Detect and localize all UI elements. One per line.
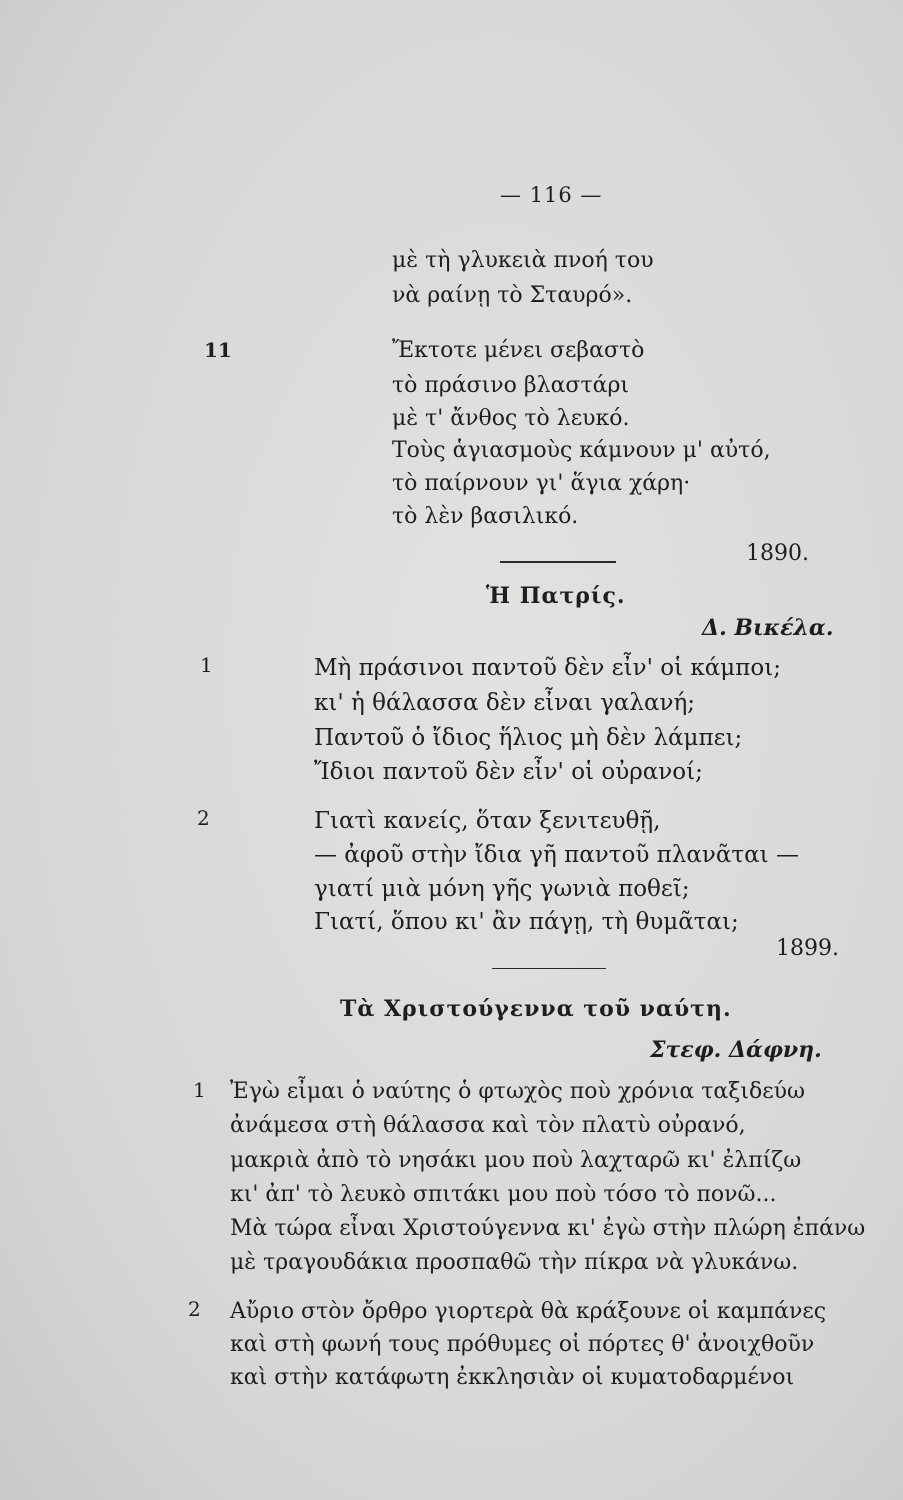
poem-line: τὸ λὲν βασιλικό. <box>392 504 579 529</box>
poem-line: μὲ τραγουδάκια προσπαθῶ τὴν πίκρα νὰ γλυκάνω. <box>230 1250 799 1275</box>
poem-line: μακριὰ ἀπὸ τὸ νησάκι μου ποὺ λαχταρῶ κι' ἐλπίζω <box>230 1148 802 1173</box>
section-divider <box>492 968 606 969</box>
poem-line: καὶ στὴν κατάφωτη ἐκκλησιὰν οἱ κυματοδαρμένοι <box>230 1365 795 1390</box>
poem-line: Μὴ πράσινοι παντοῦ δὲν εἶν' οἱ κάμποι; <box>314 655 781 681</box>
poem-author: Δ. Βικέλα. <box>702 615 834 641</box>
poem-line: γιατί μιὰ μόνη γῆς γωνιὰ ποθεῖ; <box>314 876 690 902</box>
poem-author: Στεφ. Δάφνη. <box>650 1037 822 1063</box>
poem-line: Ἔκτοτε μένει σεβαστὸ <box>392 338 645 363</box>
poem-title: Τὰ Χριστούγεννα τοῦ ναύτη. <box>340 996 732 1022</box>
poem-line: Γιατὶ κανείς, ὅταν ξενιτευθῇ, <box>314 808 661 834</box>
poem-line: Ἐγὼ εἶμαι ὁ ναύτης ὁ φτωχὸς ποὺ χρόνια ταξιδεύω <box>230 1079 805 1104</box>
poem-line: Ἴδιοι παντοῦ δὲν εἶν' οἱ οὐρανοί; <box>314 759 703 785</box>
poem-line: τὸ παίρνουν γι' ἅγια χάρη· <box>392 471 691 496</box>
poem-year: 1899. <box>776 936 839 961</box>
poem-line: κι' ἡ θάλασσα δὲν εἶναι γαλανή; <box>314 690 696 716</box>
stanza-number: 1 <box>193 1078 206 1102</box>
poem-title: Ἡ Πατρίς. <box>486 583 626 609</box>
poem-year: 1890. <box>746 541 809 566</box>
poem-line: — ἀφοῦ στὴν ἴδια γῆ παντοῦ πλανᾶται — <box>314 842 799 868</box>
stanza-number: 2 <box>197 806 210 830</box>
poem-line: μὲ τὴ γλυκειὰ πνοή του <box>392 248 654 273</box>
stanza-number: 1 <box>200 653 213 677</box>
stanza-number: 2 <box>188 1297 201 1321</box>
section-divider <box>500 561 616 563</box>
stanza-number: 11 <box>204 338 232 362</box>
poem-line: Μὰ τώρα εἶναι Χριστούγεννα κι' ἐγὼ στὴν πλώρη ἐπάνω <box>230 1216 866 1241</box>
page-number: — 116 — <box>500 183 603 207</box>
poem-line: Τοὺς ἁγιασμοὺς κάμνουν μ' αὐτό, <box>392 438 771 463</box>
poem-line: Παντοῦ ὁ ἴδιος ἥλιος μὴ δὲν λάμπει; <box>314 725 743 751</box>
poem-line: Αὔριο στὸν ὄρθρο γιορτερὰ θὰ κράξουνε οἱ καμπάνες <box>230 1299 827 1324</box>
poem-line: μὲ τ' ἄνθος τὸ λευκό. <box>392 406 630 431</box>
poem-line: καὶ στὴ φωνή τους πρόθυμες οἱ πόρτες θ' ἀνοιχθοῦν <box>230 1332 815 1357</box>
poem-line: τὸ πράσινο βλαστάρι <box>392 373 630 398</box>
poem-line: Γιατί, ὅπου κι' ἂν πάγῃ, τὴ θυμᾶται; <box>314 909 739 935</box>
poem-line: νὰ ραίνῃ τὸ Σταυρό». <box>392 283 633 308</box>
poem-line: ἀνάμεσα στὴ θάλασσα καὶ τὸν πλατὺ οὐρανό, <box>230 1113 746 1138</box>
poem-line: κι' ἀπ' τὸ λευκὸ σπιτάκι μου ποὺ τόσο τὸ πονῶ... <box>230 1182 777 1207</box>
